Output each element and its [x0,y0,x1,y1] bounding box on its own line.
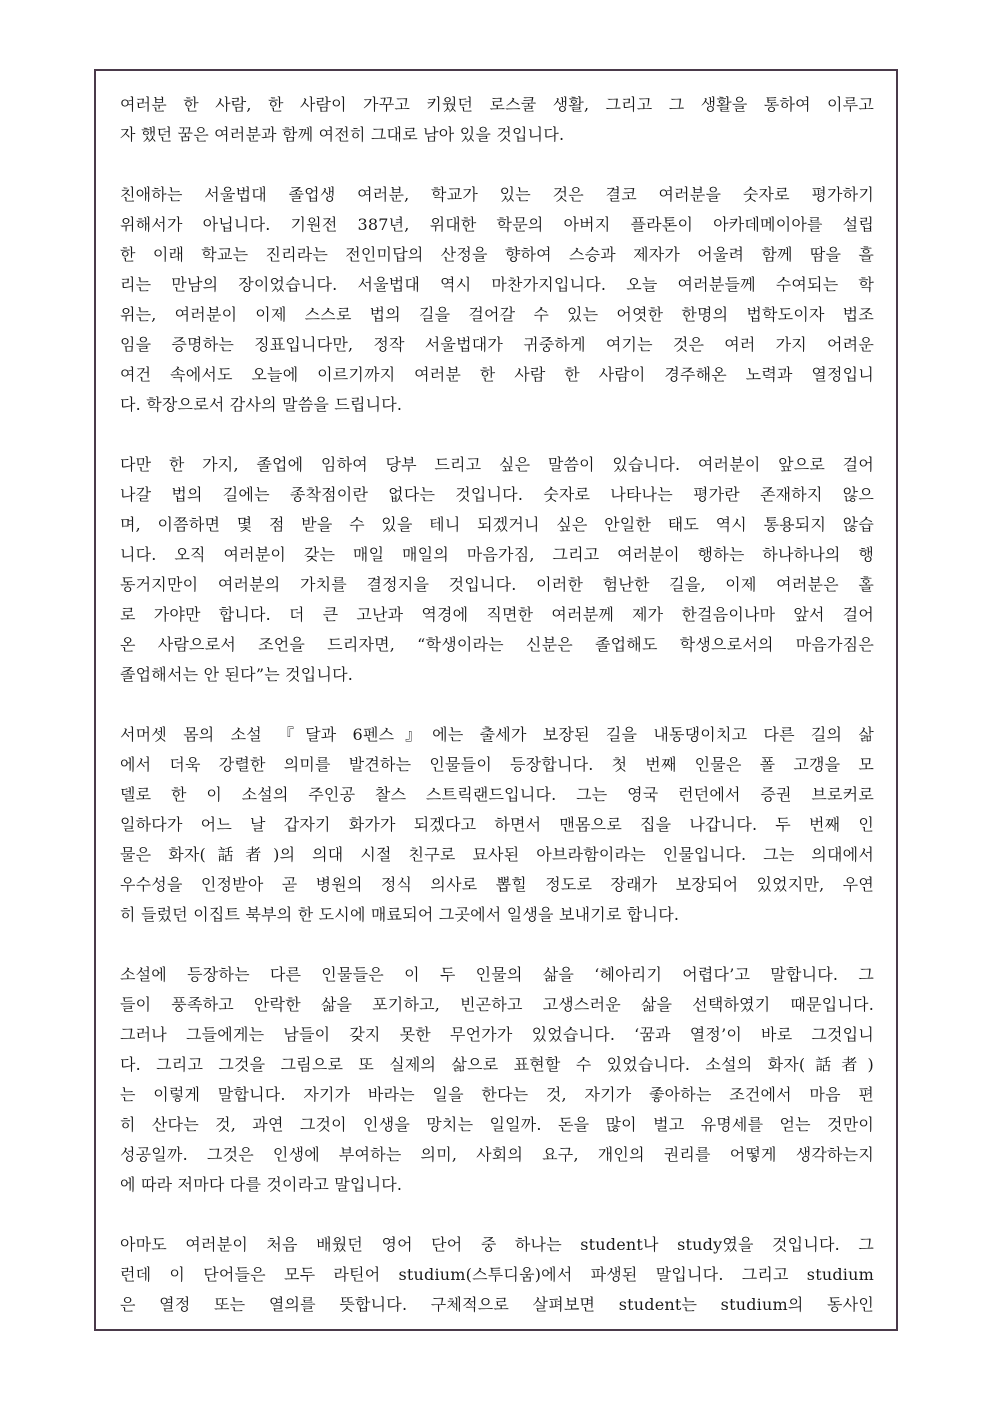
text-line: 일하다가 어느 날 갑자기 화가가 되겠다고 하면서 맨몸으로 집을 나갑니다. 두 번째 인 [120,815,874,834]
text-line: 위는, 여러분이 이제 스스로 법의 길을 걸어갈 수 있는 어엿한 한명의 법학도이자 법조 [120,305,874,324]
text-line: 로 가야만 합니다. 더 큰 고난과 역경에 직면한 여러분께 제가 한걸음이나마 앞서 걸어 [120,605,874,624]
paragraph [120,450,874,690]
paragraph [120,720,874,930]
text-line: 위해서가 아닙니다. 기원전 387년, 위대한 학문의 아버지 플라톤이 아카데메이아를 설립 [120,215,874,234]
text-line: 다. 그리고 그것을 그림으로 또 실제의 삶으로 표현할 수 있었습니다. 소설의 화자(話者) [120,1055,874,1074]
text-line: 니다. 오직 여러분이 갖는 매일 매일의 마음가짐, 그리고 여러분이 행하는 하나하나의 행 [120,545,874,564]
text-line: 임을 증명하는 징표입니다만, 정작 서울법대가 귀중하게 여기는 것은 여러 가지 어려운 [120,335,874,354]
text-line: 아마도 여러분이 처음 배웠던 영어 단어 중 하나는 student나 study였을 것입니다. 그 [120,1235,874,1254]
text-line: 서머셋 몸의 소설 『달과 6펜스』에는 출세가 보장된 길을 내동댕이치고 다른 길의 삶 [120,725,874,744]
text-line: 성공일까. 그것은 인생에 부여하는 의미, 사회의 요구, 개인의 권리를 어떻게 생각하는지 [120,1145,874,1164]
text-line: 에서 더욱 강렬한 의미를 발견하는 인물들이 등장합니다. 첫 번째 인물은 폴 고갱을 모 [120,755,874,774]
text-line: 친애하는 서울법대 졸업생 여러분, 학교가 있는 것은 결코 여러분을 숫자로 평가하기 [120,185,874,204]
document-body [120,90,874,1350]
text-line: 히 산다는 것, 과연 그것이 인생을 망치는 일일까. 돈을 많이 벌고 유명세를 얻는 것만이 [120,1115,874,1134]
paragraph [120,180,874,420]
paragraph [120,90,874,150]
text-line: 여러분 한 사람, 한 사람이 가꾸고 키웠던 로스쿨 생활, 그리고 그 생활을 통하여 이루고 [120,95,874,114]
text-line: 물은 화자(話者)의 의대 시절 친구로 묘사된 아브라함이라는 인물입니다. 그는 의대에서 [120,845,874,864]
text-line: 다. 학장으로서 감사의 말씀을 드립니다. [120,395,403,414]
text-line: 그러나 그들에게는 남들이 갖지 못한 무언가가 있었습니다. ‘꿈과 열정’이 바로 그것입니 [120,1025,874,1044]
text-line: 리는 만남의 장이었습니다. 서울법대 역시 마찬가지입니다. 오늘 여러분들께 수여되는 학 [120,275,874,294]
text-line: 은 열정 또는 열의를 뜻합니다. 구체적으로 살펴보면 student는 studium의 동사인 [120,1295,874,1314]
text-line: 한 이래 학교는 진리라는 전인미답의 산정을 향하여 스승과 제자가 어울려 함께 땀을 흘 [120,245,874,264]
text-line: 졸업해서는 안 된다”는 것입니다. [120,665,354,684]
text-line: 소설에 등장하는 다른 인물들은 이 두 인물의 삶을 ‘헤아리기 어렵다’고 말합니다. 그 [120,965,874,984]
text-line: 동거지만이 여러분의 가치를 결정지을 것입니다. 이러한 험난한 길을, 이제 여러분은 홀 [120,575,874,594]
text-line: 나갈 법의 길에는 종착점이란 없다는 것입니다. 숫자로 나타나는 평가란 존재하지 않으 [120,485,874,504]
text-line: 히 들렀던 이집트 북부의 한 도시에 매료되어 그곳에서 일생을 보내기로 합니다. [120,905,680,924]
paragraph [120,1230,874,1320]
text-line: 델로 한 이 소설의 주인공 찰스 스트릭랜드입니다. 그는 영국 런던에서 증권 브로커로 [120,785,874,804]
text-line: 자 했던 꿈은 여러분과 함께 여전히 그대로 남아 있을 것입니다. [120,125,565,144]
text-line: 는 이렇게 말합니다. 자기가 바라는 일을 한다는 것, 자기가 좋아하는 조건에서 마음 편 [120,1085,874,1104]
paragraph [120,960,874,1200]
text-line: 다만 한 가지, 졸업에 임하여 당부 드리고 싶은 말씀이 있습니다. 여러분이 앞으로 걸어 [120,455,874,474]
text-line: 에 따라 저마다 다를 것이라고 말입니다. [120,1175,403,1194]
text-line: 여건 속에서도 오늘에 이르기까지 여러분 한 사람 한 사람이 경주해온 노력과 열정입니 [120,365,874,384]
text-line: 온 사람으로서 조언을 드리자면, “학생이라는 신분은 졸업해도 학생으로서의 마음가짐은 [120,635,874,654]
text-line: 우수성을 인정받아 곧 병원의 정식 의사로 뽑힐 정도로 장래가 보장되어 있었지만, 우연 [120,875,874,894]
text-line: 들이 풍족하고 안락한 삶을 포기하고, 빈곤하고 고생스러운 삶을 선택하였기 때문입니다. [120,995,874,1014]
text-line: 런데 이 단어들은 모두 라틴어 studium(스투디움)에서 파생된 말입니다. 그리고 studium [120,1265,874,1284]
text-line: 며, 이쯤하면 몇 점 받을 수 있을 테니 되겠거니 싶은 안일한 태도 역시 통용되지 않습 [120,515,874,534]
